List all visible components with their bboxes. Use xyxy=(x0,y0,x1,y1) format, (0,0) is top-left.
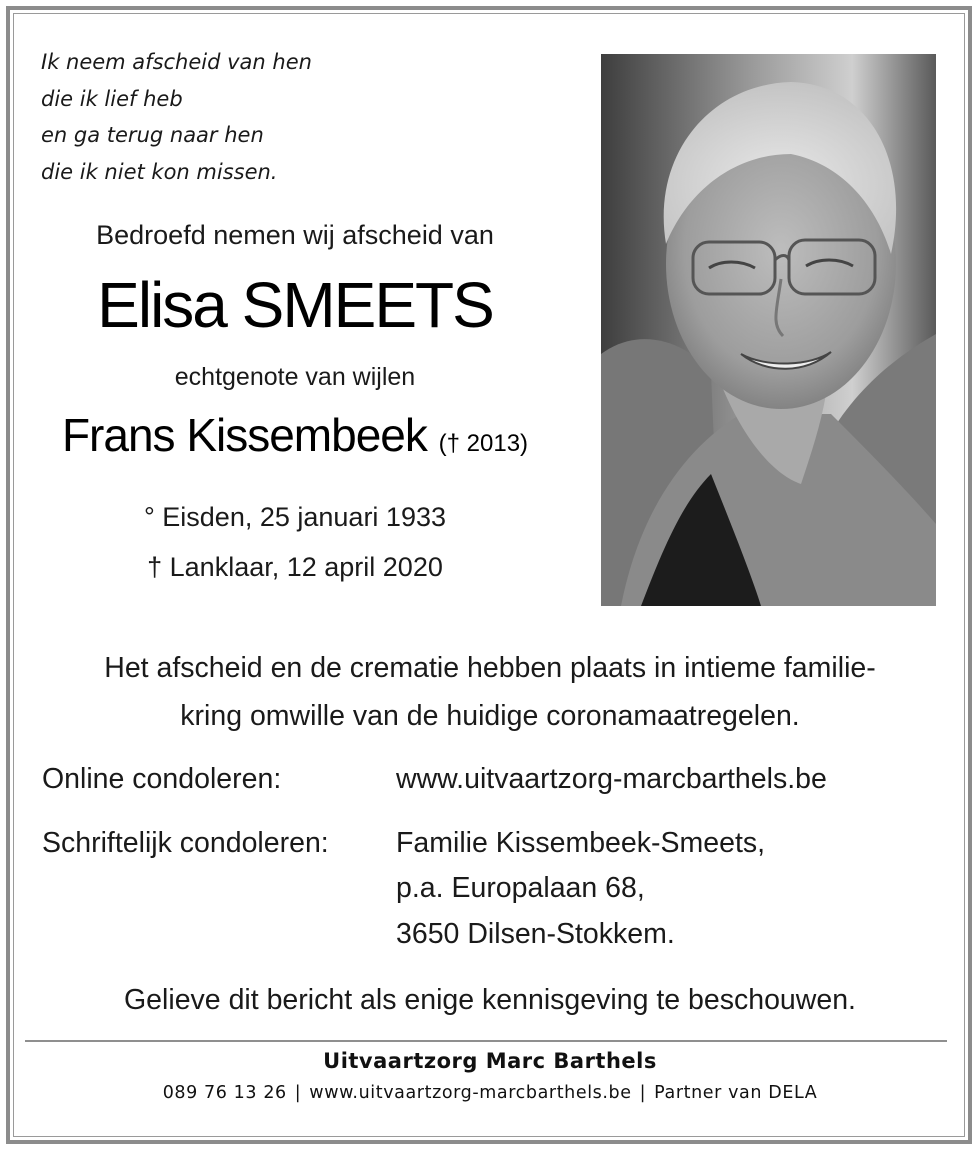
ceremony-notice-line: Het afscheid en de crematie hebben plaats in intieme familie- xyxy=(104,652,876,684)
death-line: † Lanklaar, 12 april 2020 xyxy=(147,552,443,582)
online-condolence-url[interactable]: www.uitvaartzorg-marcbarthels.be xyxy=(396,763,827,795)
online-condolence-label: Online condoleren: xyxy=(42,763,282,795)
birth-line: ° Eisden, 25 januari 1933 xyxy=(143,502,446,532)
closing-note: Gelieve dit bericht als enige kennisgeving te beschouwen. xyxy=(124,984,856,1016)
poem-line: Ik neem afscheid van hen xyxy=(41,50,312,74)
footer-phone: 089 76 13 26 xyxy=(162,1083,287,1103)
footer-separator: | xyxy=(294,1083,302,1103)
poem-line: die ik lief heb xyxy=(41,86,183,111)
spouse-intro: echtgenote van wijlen xyxy=(174,363,416,391)
poem xyxy=(41,44,312,190)
deceased-name: Elisa SMEETS xyxy=(97,269,493,341)
poem-line: die ik niet kon missen. xyxy=(41,159,278,184)
poem-line: en ga terug naar hen xyxy=(41,123,264,147)
intro-text: Bedroefd nemen wij afscheid van xyxy=(96,220,494,250)
address-line: p.a. Europalaan 68, xyxy=(396,872,645,904)
footer-website[interactable]: www.uitvaartzorg-marcbarthels.be xyxy=(309,1083,632,1103)
portrait-photo xyxy=(601,54,936,606)
funeral-home-name: Uitvaartzorg Marc Barthels xyxy=(323,1049,657,1073)
spouse-line xyxy=(30,408,560,462)
ceremony-notice-line: kring omwille van de huidige coronamaatregelen. xyxy=(180,700,800,732)
footer-contact xyxy=(30,1083,950,1103)
address-line: Familie Kissembeek-Smeets, xyxy=(396,827,766,859)
written-condolence-label: Schriftelijk condoleren: xyxy=(42,827,329,859)
spouse-name: Frans Kissembeek xyxy=(61,409,427,461)
spouse-death-year: († 2013) xyxy=(438,430,529,457)
footer-divider xyxy=(25,1040,947,1042)
footer-partner: Partner van DELA xyxy=(654,1083,818,1103)
footer-separator: | xyxy=(639,1083,647,1103)
address-line: 3650 Dilsen-Stokkem. xyxy=(396,918,675,950)
